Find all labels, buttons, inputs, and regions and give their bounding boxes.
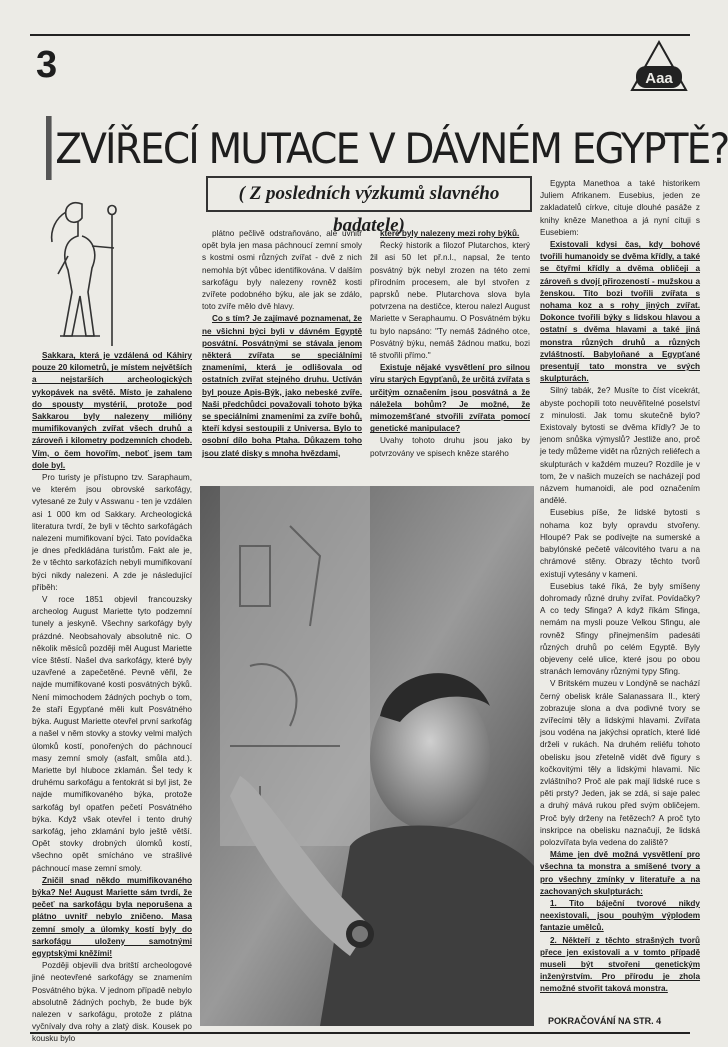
article-column-1	[32, 350, 192, 1044]
paragraph: V Britském muzeu v Londýně se nachází černý obelisk krále Salanassara II., který zobrazuje slona a dva podivné tvory se zvířecími těly a lidskými hlavami. Zvířata jsou vodéna na jakýchsi opratích, které lidé drželi v rukách. Na druhém reliéfu tohoto obelisku jsou zřetelně vidět dvě figury s kočkovitými těly a lidskými hlavami. Nic zvláštního? Proč ale pak mají lidské ruce s pěti prsty? Jeden, jak se zdá, si saje palec a druhý mává rukou před svým obličejem. Proč byly drženy na řetězech? A proč tyto inskripce na obelisku naznačují, že lidská polozvířata byla vedena do zaliště?	[540, 679, 700, 847]
article-column-4	[540, 178, 700, 1030]
paragraph: Máme jen dvě možná vysvětlení pro všechna ta monstra a smíšené tvory a pro všechny zmínky v literatuře a na zachovaných skulpturách:	[540, 850, 700, 896]
paragraph: Existovali kdysi čas, kdy bohové tvořili humanoidy se dvěma křídly, a také se čtyřmi křídly a dvěma obličeji a zároveň s dvojí přirozeností - mužskou a ženskou. Tito bozi tvořili zvířata s nohama koz a s rohy jiných zvířat. Dokonce tvořili býky s lidskou hlavou a ostatní s dvěma hlavami a také jiná monstra různých druhů a různých zvláštností. Babyloňané a Egypťané presentují tato monstra ve svých skulpturách.	[540, 240, 700, 384]
logo-icon	[630, 40, 688, 92]
subtitle: ( Z posledních výzkumů slavného badatele)	[206, 176, 532, 212]
paragraph: V roce 1851 objevil francouzsky archeolog August Mariette tyto podzemní tunely a jeskyně. Všechny sarkofágy byly prázdné. Neobsahovaly absolutně nic. O několik měsíců později měl August Mariette více štěstí. Našel dva sarkofágy, které byly uzavřené a zapečetěné. Pevně věřil, že najde mumifikované kosti posvátných býků. Není mimochodem žádných pochyb o tom, že staří Egypťané měli kult Posvátného býka. August Mariette otevřel první sarkofág a našel v něm stovky a stovky velmi malých úlomků kostí, ponořených do páchnoucí masy zemní smoly (asfalt, smůla atd.). Mariette byl hluboce zklamán. Šel tedy k druhému sarkofágu a fentokrát si byl jist, že najde mumifikovaného býka, protože sarkofág byl opatřen pečetí Posvátného býka. Když však otevřel i tento druhý sarkofág, jeho zklamání bylo ještě větší. Opět stovky drobných úlomků kostí, všechno opět smícháno ve strašlivé páchnoucí mase zemní smoly.	[32, 595, 192, 873]
continuation-note: POKRAČOVÁNÍ NA STR. 4	[548, 1016, 662, 1026]
paragraph: které byly nalezeny mezi rohy býků.	[380, 229, 520, 238]
paragraph: Existuje nějaké vysvětlení pro silnou víru starých Egypťanů, že určitá zvířata s určitým označením jsou posvátná a že náležela bohům? Je možné, že mimozemšťané stvořili zvířata pomocí genetické manipulace?	[370, 363, 531, 434]
article-column-2	[202, 228, 362, 486]
paragraph: Uvahy tohoto druhu jsou jako by potvrzovány ve spisech kněze starého	[370, 436, 530, 458]
logo-text: Aaa	[645, 70, 673, 87]
headline: ZVÍŘECÍ MUTACE V DÁVNÉM EGYPTĚ?	[46, 116, 634, 180]
paragraph: Co s tím? Je zajímavé poznamenat, že ne všichni býci byli v dávném Egyptě posvátní. Posvátnými se stávala jenom některá zvířata se speciálními znameními, která je odlišovala od ostatních zvířat stejného druhu. Uctíván byl pouze Apis-Býk, jako nebeské zvíře. Naši předchůdci považovali tohoto býka se speciálními znameními za zvíře bohů, kteří kdysi sestoupili z Universa. Bylo to osobní dílo boha Ptaha. Důkazem toho jsou zlaté disky s mnoha hvězdami,	[202, 314, 362, 458]
paragraph: Eusebius také říká, že byly smíšeny dohromady různé druhy zvířat. Povídačky? A co tedy Sfinga? A když říkám Sfinga, nemám na mysli pouze Velkou Sfingu, ale rovněž Sfingy přinejmenším padesáti různých druhů po celém Egyptě. Byly objeveny celé ulice, které jsou po obou stranách lemovány různými typy Sfing.	[540, 581, 700, 677]
paragraph: Silný tabák, že? Musíte to číst vícekrát, abyste pochopili toto neuvěřitelné poselství z minulosti. Jak tomu skutečně bylo? Existovaly bytosti se dvěma křídly? Je to jenom snůška výmyslů? Jestliže ano, proč je tedy můžeme vidět na různých reliéfech a skulpturách v každém muzeu? Rozdíle je v tom, že v našich muzeích se nacházejí pod názvem humanoidi, ale pod označením andělé.	[540, 386, 700, 506]
article-column-3	[370, 228, 530, 486]
paragraph: Řecký historik a filozof Plutarchos, který žil asi 50 let př.n.l., napsal, že tento posvátný býk nebyl zrozen na této zemi přírodním procesem, ale byl stvořen z paprsků nebe. Plutarchova slova byla potvrzena na destičce, kterou nalezl August Mariette v Seraphaumu. O Posvátném býku tu bylo napsáno: "Ty nemáš žádného otce, Posvátný býku, nemáš žádnou matku, bozi tě stvořili přímo."	[370, 241, 530, 361]
page-number: 3	[36, 44, 58, 86]
egyptian-ibis-god-figure	[42, 196, 134, 356]
paragraph: Zničil snad někdo mumifikovaného býka? Ne! August Mariette sám tvrdí, že pečeť na sarkofágu byla neporušena a plátno uvnitř nebylo zničeno. Masa zemní smoly a úlomky kostí byly do sarkofágu uloženy samotnými egyptskými kněžími!	[32, 875, 192, 958]
paragraph: 1. Tito báječní tvorové nikdy neexistovali, jsou pouhým výplodem fantazie umělců.	[540, 898, 700, 933]
paragraph: Sakkara, která je vzdálená od Káhiry pouze 20 kilometrů, je místem největších a nejstarších archeologických vykopávek na světě. Místo je zahaleno do spousty mystérií, protože pod Sakkarou byly nalezeny milióny mumifikovaných zvířat všech druhů a zároveň i kilometry podzemních chodeb. Vím, o čem hovořím, neboť jsem tam dole byl.	[32, 351, 192, 470]
bottom-rule	[30, 1032, 690, 1034]
top-rule	[30, 34, 690, 36]
paragraph: Eusebius píše, že lidské bytosti s nohama koz byly opravdu stvořeny. Hloupé? Pak se podívejte na sumerské a babylónské pečetě válcovitého tvaru a na chrámové stěny. Obrazy těchto tvorů existují vytesány v kameni.	[540, 508, 700, 579]
paragraph: Pro turisty je přístupno tzv. Saraphaum, ve kterém jsou obrovské sarkofágy, vytesané ze žuly v Asswanu - ten je vzdálen asi 1 000 km od Sakkary. Archeologická literatura tvrdí, že byli v těchto sarkofágách nalezeni mumifikovaní býci. Tato povídačka je dnes předkládána turistům. Fakt ale je, že v těchto sarkofázích nebyli mumifikovaní býci nikdy nalezeni. A zde je následující příběh:	[32, 473, 192, 592]
paragraph: Egypta Manethoa a také historikem Juliem Afrikanem. Eusebius, jeden ze zakladatelů církve, cituje dlouhé pasáže z knihy kněze Manethoa a já nyní cituji s Eusebiem:	[540, 179, 700, 237]
paragraph: Později objevili dva britští archeologové jiné neotevřené sarkofágy se znamením Posvátného býka. V jednom případě nebylo absolutně žádných pochyb, že bude býk nalezen v sarkofágu, protože z plátna vyčnívaly dva rohy a zlatý disk. Kousek po kousku bylo	[32, 961, 192, 1044]
researcher-photo	[200, 486, 534, 1026]
paragraph: plátno pečlivě odstraňováno, ale uvnitř opět byla jen masa páchnoucí zemní smoly s kostmi osmi různých zvířat - dvě z nich nemohla být vůbec identifikována. V dalším sarkofágu byly nalezeny rovněž kosti zvířete podobného býku, ale jak se zdálo, toto zvíře mělo dvě hlavy.	[202, 229, 362, 312]
paragraph: 2. Někteří z těchto strašných tvorů přece jen existovali a v tomto případě museli být stvořeni genetickým inženýrstvím. Pro přírodu je zhola nemožné stvořit taková monstra.	[540, 935, 700, 994]
